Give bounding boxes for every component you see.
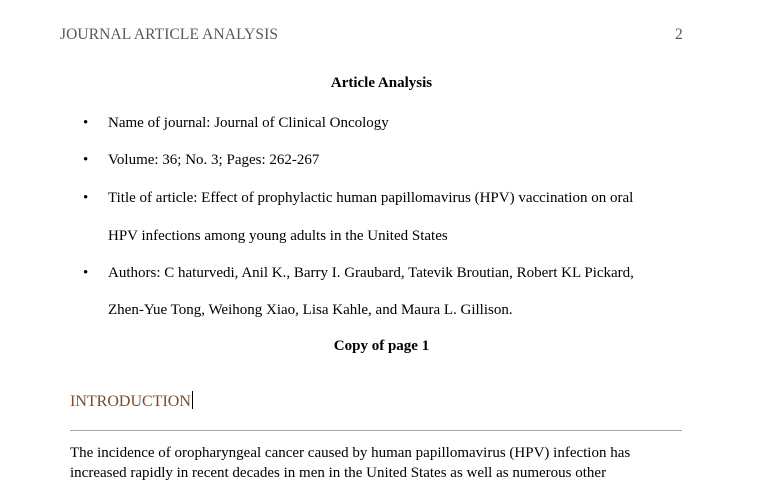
section-divider <box>70 430 682 431</box>
article-title-line-1: Title of article: Effect of prophylactic human papillomavirus (HPV) vaccination on oral <box>108 190 634 206</box>
page-number: 2 <box>675 26 683 43</box>
section-heading-text[interactable]: INTRODUCTION <box>70 393 191 410</box>
section-heading[interactable] <box>70 391 193 411</box>
body-text-line-2[interactable]: increased rapidly in recent decades in men in the United States as well as numerous other <box>70 465 607 481</box>
body-text-line-1[interactable]: The incidence of oropharyngeal cancer caused by human papillomavirus (HPV) infection has <box>70 445 631 461</box>
bullet-marker: • <box>83 152 89 168</box>
bullet-marker: • <box>83 115 89 131</box>
article-title-line-2: HPV infections among young adults in the United States <box>108 228 448 244</box>
journal-name-line: Name of journal: Journal of Clinical Oncology <box>108 115 389 131</box>
bullet-marker: • <box>83 265 89 281</box>
document-title: Article Analysis <box>330 75 433 91</box>
authors-line-2: Zhen-Yue Tong, Weihong Xiao, Lisa Kahle, and Maura L. Gillison. <box>108 302 513 318</box>
authors-line-1: Authors: C haturvedi, Anil K., Barry I. Graubard, Tatevik Broutian, Robert KL Pickard, <box>108 265 634 281</box>
text-cursor <box>192 391 193 409</box>
page-copy-caption: Copy of page 1 <box>333 338 430 354</box>
running-head: JOURNAL ARTICLE ANALYSIS <box>60 26 279 43</box>
volume-line: Volume: 36; No. 3; Pages: 262-267 <box>108 152 320 168</box>
bullet-marker: • <box>83 190 89 206</box>
